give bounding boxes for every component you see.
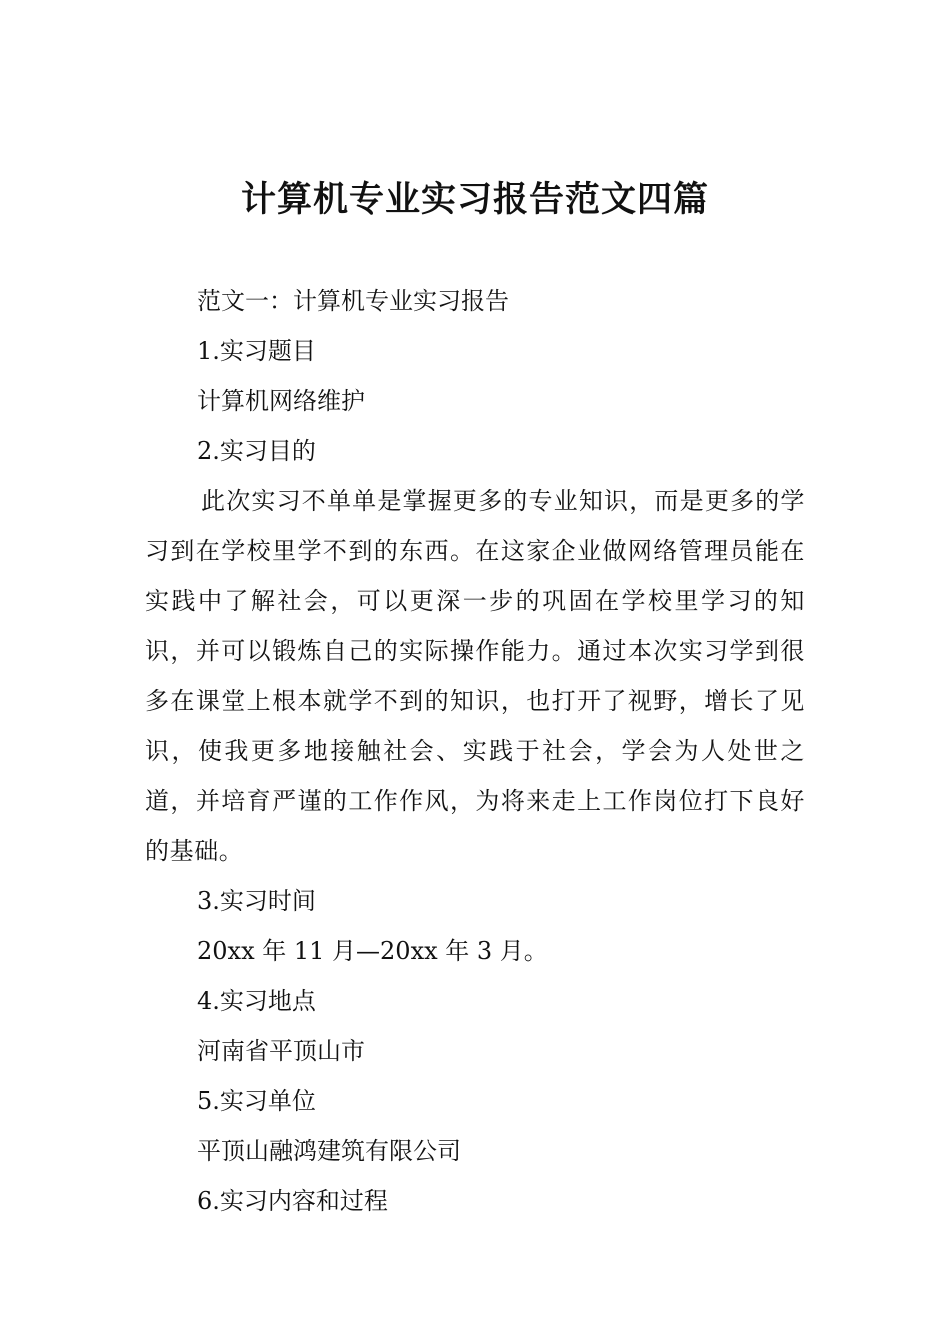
item-heading-6: 6.实习内容和过程: [197, 1187, 388, 1215]
item-heading-2: 2.实习目的: [197, 437, 316, 465]
item-text-4: 河南省平顶山市: [197, 1037, 365, 1065]
item-heading-1: 1.实习题目: [197, 337, 316, 365]
item-heading-4: 4.实习地点: [197, 987, 316, 1015]
section-heading: 范文一：计算机专业实习报告: [197, 287, 509, 315]
item-text-1: 计算机网络维护: [197, 387, 365, 415]
item-text-5: 平顶山融鸿建筑有限公司: [197, 1137, 461, 1165]
document-body: [145, 276, 805, 1226]
item-text-3: 20xx 年 11 月—20xx 年 3 月。: [197, 937, 548, 965]
item-paragraph-2: 此次实习不单单是掌握更多的专业知识，而是更多的学习到在学校里学不到的东西。在这家企业做网络管理员能在实践中了解社会，可以更深一步的巩固在学校里学习的知识，并可以锻炼自己的实际操作能力。通过本次实习学到很多在课堂上根本就学不到的知识，也打开了视野，增长了见识，使我更多地接触社会、实践于社会，学会为人处世之道，并培育严谨的工作作风，为将来走上工作岗位打下良好的基础。: [145, 487, 805, 865]
item-heading-3: 3.实习时间: [197, 887, 316, 915]
document-title: 计算机专业实习报告范文四篇: [240, 180, 709, 220]
item-heading-5: 5.实习单位: [197, 1087, 316, 1115]
